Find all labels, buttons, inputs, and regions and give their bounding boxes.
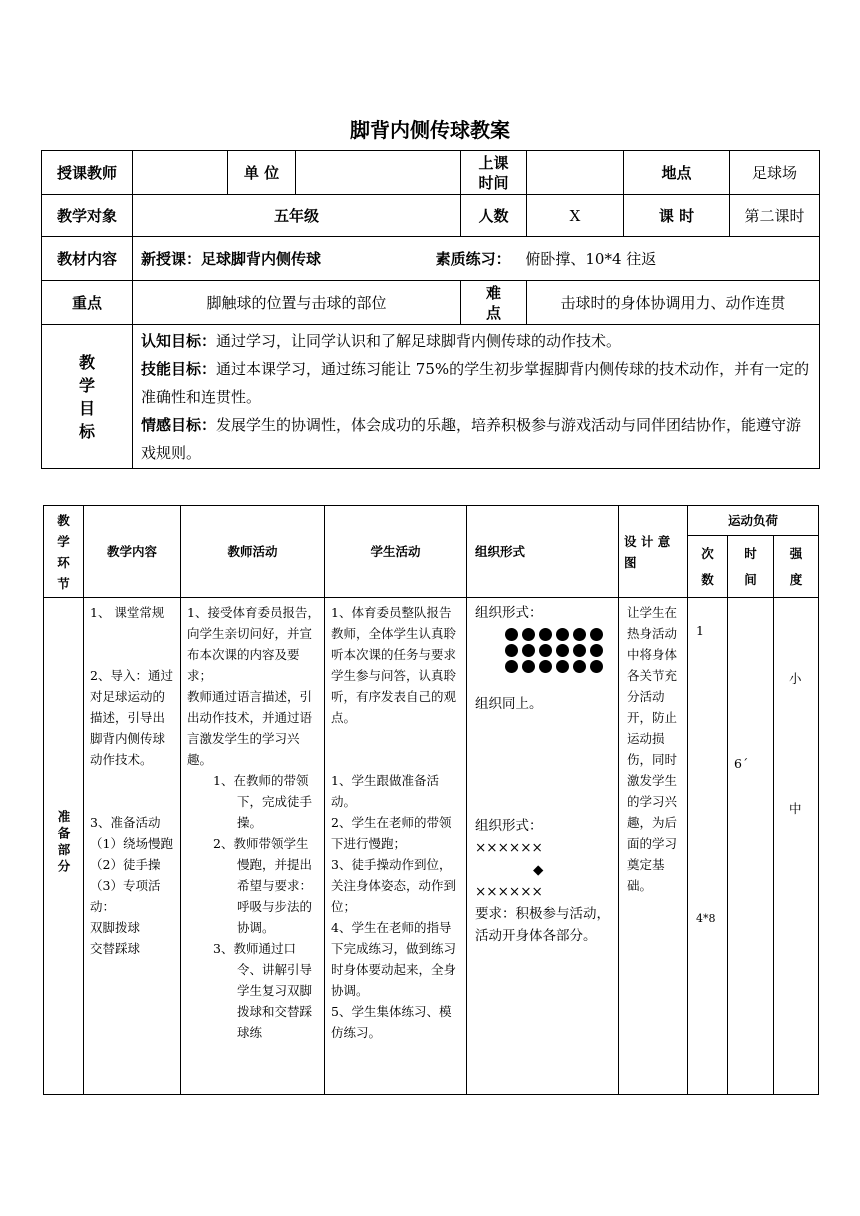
content-item: 1、 课堂常规	[90, 605, 165, 620]
goal2-label: 技能目标：	[141, 359, 217, 378]
teacher-item: 2、教师带领学生慢跑，并提出希望与要求：呼吸与步法的协调。	[213, 836, 313, 935]
unit-label: 单 位	[228, 151, 296, 195]
student-item: 1、体育委员整队报告教师，全体学生认真聆听本次课的任务与要求	[331, 605, 457, 662]
goals-cell	[133, 325, 820, 469]
student-item: 5、学生集体练习、模仿练习。	[331, 1004, 452, 1040]
intensity-value-2: 中	[789, 801, 802, 816]
duration-value: 6´	[734, 756, 749, 771]
goal1-label: 认知目标：	[141, 331, 217, 350]
goal1-text: 通过学习，让同学认识和了解足球脚背内侧传球的动作技术。	[216, 331, 622, 350]
content-item: 3、准备活动	[90, 815, 161, 830]
header-intensity: 强 度	[774, 536, 819, 598]
header-content: 教学内容	[84, 506, 181, 598]
org-label: 组织形式：	[475, 605, 543, 621]
formation-dots	[505, 628, 612, 673]
header-design: 设 计 意 图	[619, 506, 688, 598]
header-times: 次 数	[688, 536, 728, 598]
org-requirement: 要求：积极参与活动，活动开身体各部分。	[475, 906, 610, 944]
lesson-plan-table	[43, 505, 819, 1095]
intensity-column	[774, 598, 819, 1095]
content-label: 教材内容	[42, 237, 133, 281]
goal2-text: 通过本课学习，通过练习能让 75%的学生初步掌握脚背内侧传球的技术动作，并有一定的准确性和连贯性。	[141, 359, 810, 406]
content-item: 双脚拨球	[90, 920, 141, 935]
time-value	[527, 151, 624, 195]
header-student: 学生活动	[325, 506, 467, 598]
goal3-text: 发展学生的协调性，体会成功的乐趣，培养积极参与游戏活动与同伴团结协作，能遵守游戏规则。	[141, 415, 802, 462]
content-new: 新授课：足球脚背内侧传球	[141, 250, 322, 268]
period-value: 第二课时	[730, 195, 820, 237]
teacher-item: 3、教师通过口令、讲解引导学生复习双脚拨球和交替踩球练	[213, 941, 313, 1040]
org-same: 组织同上。	[475, 696, 543, 712]
org-column	[467, 598, 619, 1095]
content-column	[84, 598, 181, 1095]
page-title: 脚背内侧传球教案	[350, 118, 510, 142]
student-item: 3、徒手操动作到位，关注身体姿态，动作到位；	[331, 857, 457, 914]
header-load: 运动负荷	[688, 506, 819, 536]
org-label: 组织形式：	[475, 818, 543, 834]
content-item: （2）徒手操	[90, 857, 161, 872]
duration-column	[728, 598, 774, 1095]
teacher-label: 授课教师	[42, 151, 133, 195]
header-org: 组织形式	[467, 506, 619, 598]
times-value-1: 1	[696, 623, 704, 638]
teacher-marker-icon: ◆	[533, 862, 544, 878]
quality-value: 俯卧撑、10*4 往返	[525, 250, 657, 268]
teacher-item: 1、接受体育委员报告，向学生亲切问好，并宣布本次课的内容及要求；	[187, 605, 320, 683]
quality-label: 素质练习：	[435, 250, 511, 268]
time-label: 上课 时间	[461, 151, 527, 195]
content-cell	[133, 237, 820, 281]
content-item: 2、导入：通过对足球运动的描述，引导出脚背内侧传球动作技术。	[90, 668, 173, 767]
count-value: X	[527, 195, 624, 237]
stage-cell	[44, 598, 84, 1095]
lesson-info-table	[41, 150, 820, 469]
content-item: （1）绕场慢跑	[90, 836, 173, 851]
difficulty-value: 击球时的身体协调用力、动作连贯	[527, 281, 820, 325]
design-text: 让学生在热身活动中将身体各关节充分活动开，防止运动损伤，同时激发学生的学习兴趣，为后面的学习奠定基础。	[627, 605, 678, 893]
header-teacher: 教师活动	[181, 506, 325, 598]
design-column	[619, 598, 688, 1095]
period-label: 课 时	[624, 195, 730, 237]
target-label: 教学对象	[42, 195, 133, 237]
formation-row: ××××××	[475, 884, 543, 900]
student-column	[325, 598, 467, 1095]
student-item: 1、学生跟做准备活动。	[331, 773, 439, 809]
teacher-value	[133, 151, 228, 195]
count-label: 人数	[461, 195, 527, 237]
formation-row: ××××××	[475, 840, 543, 856]
student-item: 4、学生在老师的指导下完成练习，做到练习时身体要动起来，全身协调。	[331, 920, 457, 998]
goal3-label: 情感目标：	[141, 415, 217, 434]
target-value: 五年级	[133, 195, 461, 237]
student-item: 学生参与问答，认真聆听，有序发表自己的观点。	[331, 668, 457, 725]
teacher-column	[181, 598, 325, 1095]
difficulty-label: 难 点	[461, 281, 527, 325]
content-item: （3）专项活动：	[90, 878, 161, 914]
key-value: 脚触球的位置与击球的部位	[133, 281, 461, 325]
teacher-item: 教师通过语言描述，引出动作技术，并通过语言激发学生的学习兴趣。	[187, 689, 313, 767]
place-label: 地点	[624, 151, 730, 195]
times-value-2: 4*8	[696, 912, 716, 925]
times-column	[688, 598, 728, 1095]
key-label: 重点	[42, 281, 133, 325]
goals-label: 教 学 目 标	[42, 325, 133, 469]
header-stage: 教 学 环 节	[44, 506, 84, 598]
place-value: 足球场	[730, 151, 820, 195]
student-item: 2、学生在老师的带领下进行慢跑；	[331, 815, 452, 851]
intensity-value-1: 小	[789, 671, 802, 686]
teacher-item: 1、在教师的带领下，完成徒手操。	[213, 773, 313, 830]
unit-value	[296, 151, 461, 195]
header-duration: 时 间	[728, 536, 774, 598]
content-item: 交替踩球	[90, 941, 141, 956]
stage-name: 准备部分	[56, 810, 71, 876]
